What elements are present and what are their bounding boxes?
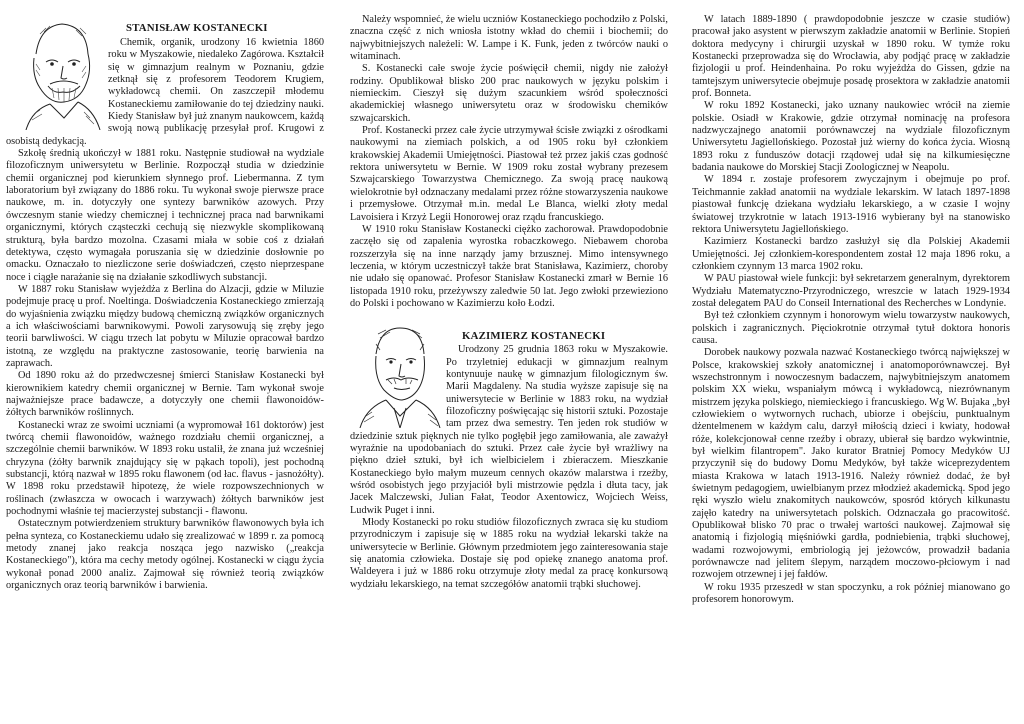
column-right bbox=[692, 14, 1010, 607]
paragraph: W roku 1935 przeszedł w stan spoczynku, a rok później mianowano go profesorem honorowym. bbox=[692, 581, 1010, 606]
paragraph: W 1910 roku Stanisław Kostanecki ciężko zachorował. Prawdopodobnie zaczęło się od zapalenia wyrostka robaczkowego. Niebawem choroba rozszerzyła się na inne narządy jamy brzusznej. Mimo intensywnego leczenia, w którym uczestniczył także brat Stanisława, Kazimierz, choroby nie udało się opanować. Profesor Stanisław Kostanecki zmarł w Bernie 16 listopada 1910 roku, przeżywszy zaledwie 50 lat. Jego zwłoki przewieziono do Polski i pochowano w Kazimierzu koło Łodzi. bbox=[350, 223, 668, 309]
paragraph: Szkołę średnią ukończył w 1881 roku. Następnie studiował na wydziale filozoficznym uniwersytetu w Berlinie. Rozpoczął studia w dziedzinie chemii organicznej pod kierunkiem słynnego prof. Liebermanna. Z tym laboratorium był związany do 1886 roku. Tu wykonał swoje pierwsze prace naukowe, m. in. dotyczyły one syntezy barwników azowych. Przy ówczesnym stanie wiedzy chemicznej i technicznej praca nad barwnikami organicznymi, których cząsteczki cechują się niezwykle skomplikowaną strukturą, była bardzo mozolna. Czasami miała w sobie coś z działań detektywa, często wymagała poruszania się w dziedzinie dosłownie po omacku. Oznaczało to niezliczone serie doświadczeń, często nieprzespane noce i ciągłe narażanie się na działanie szkodliwych substancji. bbox=[6, 148, 324, 283]
paragraph: S. Kostanecki całe swoje życie poświęcił chemii, nigdy nie założył rodziny. Opublikował blisko 200 prac naukowych w języku polskim i niemieckim. Cieszył się dużym szacunkiem wśród społeczności akademickiej własnego uniwersytetu oraz w środowisku chemików szwajcarskich. bbox=[350, 63, 668, 124]
column-middle bbox=[350, 14, 668, 591]
paragraph: Dorobek naukowy pozwala nazwać Kostaneckiego twórcą największej w Polsce, krakowskiej szkoły anatomicznej i anatomoporównawczej. Był wszechstronnym i nowoczesnym badaczem, najwybitniejszym anatomem polskim XX wieku, wspaniałym mówcą i wykładowcą, niezrównanym mistrzem języka polskiego, niemieckiego i francuskiego. Wg W. Bujaka „był człowiekiem o wytwornych ruchach, ubiorze i obejściu, punktualnym dżentelmenem w każdym calu, darzył miłością dzieci i kwiaty, hodował róże, kolekcjonował cenne rzeźby i obrazy, ubierał się bardzo wykwintnie, był wielkim filantropem". Jako kurator Bratniej Pomocy Medyków UJ przyczynił się do budowy Domu Medyków, był także wiceprezydentem miasta Krakowa w latach 1913-1916. Należy również dodać, że był świetnym pedagogiem, uwielbianym przez młodzież akademicką. Spod jego ręki wyszło wielu znakomitych naukowców, sposród których kilkunastu zajęło katedry na uniwersytetach polskich. Odznaczała go pracowitość. Opublikował blisko 70 prac o trwałej wartości naukowej. Zajmował się anatomią i fizjologią mięśniówki gardła, podniebienia, trąbki słuchowej, wadami rozwojowymi, embriologią jej jeżowców, prowadził badania porównawcze nad jelitem ślepym, narządem moczowo-płciowym i nad rozwojem otrzewnej i jej fałdów. bbox=[692, 347, 1010, 581]
paragraph: Od 1890 roku aż do przedwczesnej śmierci Stanisław Kostanecki był kierownikiem katedry chemii organicznej w Bernie. Tam wykonał swoje najważniejsze prace badawcze, a dotyczyły one chemii flawonoidów- żółtych barwników roślinnych. bbox=[6, 370, 324, 419]
article-title-kazimierz: KAZIMIERZ KOSTANECKI bbox=[462, 330, 606, 343]
paragraph: Kazimierz Kostanecki bardzo zasłużył się dla Polskiej Akademii Umiejętności. Jej członkiem-korespondentem został 12 maja 1896 roku, a członkiem czynnym 13 marca 1902 roku. bbox=[692, 236, 1010, 272]
paragraph: W latach 1889-1890 ( prawdopodobnie jeszcze w czasie studiów) pracował jako asystent w pierwszym zakładzie anatomii w Berlinie. Stopień doktora medycyny i chirurgii uzyskał w 1890 roku. W tymże roku Kostanecki przeprowadza się do Wrocławia, aby podjąć pracę w zakładzie fizjologii u prof. Heindenhaina. Po roku wyjeżdża do Gissen, gdzie na tamtejszym uniwersytecie obejmuje posadę prosektora w zakładzie anatomii prof. Bonneta. bbox=[692, 14, 1010, 100]
paragraph: Młody Kostanecki po roku studiów filozoficznych zwraca się ku studiom przyrodniczym i zapisuje się w 1885 roku na wydział lekarski także na uniwersytecie w Berlinie. Głównym przedmiotem jego zainteresowania staje się anatomia człowieka. Dostaje się pod opiekę znanego anatoma prof. Waldeyera i już w 1886 roku otrzymuje złoty medal za pracę konkursową wydziału lekarskiego, na temat szczegółów anatomii trąbki słuchowej. bbox=[350, 517, 668, 590]
paragraph: W 1887 roku Stanisław wyjeżdża z Berlina do Alzacji, gdzie w Miluzie podejmuje pracę u prof. Noeltinga. Doświadczenia Kostaneckiego zmierzają do wyjaśnienia związku między budową chemiczną związków organicznych a ich właściwościami barwnikowymi. Powoli zarysowują się zręby jego teorii barwliwości. W ciągu trzech lat pobytu w Miluzie opracował bardzo istotną, ze względu na praktyczne zastosowanie, teorię barwienia na zaprawach. bbox=[6, 283, 324, 369]
paragraph: W roku 1892 Kostanecki, jako uznany naukowiec wrócił na ziemie polskie. Osiadł w Krakowie, gdzie otrzymał nominację na profesora nadzwyczajnego anatomii porównawczej na wydziale filozoficznym Uniwersytetu Jagiellońskiego. Pozostał już wierny do końca życia. Wiosną 1893 roku z funduszów dotacji rządowej udał się na kilkumiesięczne badania naukowe do Morskiej Stacji Zoologicznej w Neapolu. bbox=[692, 100, 1010, 174]
paragraph: Prof. Kostanecki przez całe życie utrzymywał ścisłe związki z ośrodkami naukowymi na ziemiach polskich, a od 1905 roku był członkiem krakowskiej Akademii Umiejętności. Piastował też przez jakiś czas godność rektora uniwersytetu w Bernie. W 1909 roku został wybrany prezesem Szwajcarskiego Towarzystwa Chemicznego. Za swoją pracę naukową wielokrotnie był odznaczany medalami przez różne stowarzyszenia naukowe i przemysłowe. Otrzymał m.in. medal Le Blanca, wielki złoty medal Lavoisiera i Krzyż Legii Honorowej oraz rządu francuskiego. bbox=[350, 125, 668, 223]
paragraph: Należy wspomnieć, że wielu uczniów Kostaneckiego pochodziło z Polski, znaczna część z nich wniosła istotny wkład do chemii i biochemii; do najwybitniejszych należeli: W. Lampe i K. Funk, jeden z twórców nauki o witaminach. bbox=[350, 14, 668, 63]
paragraph: Chemik, organik, urodzony 16 kwietnia 1860 roku w Myszakowie, niedaleko Zagórowa. Kształcił się w gimnazjum realnym w Poznaniu, gdzie zetknął się z profesorem Teodorem Krugiem, wykładowcą chemii. On zaszczepił młodemu Kostaneckiemu zamiłowanie do tej dziedziny nauki. Kiedy Stanisław był już znanym naukowcem, każdą swoją nową publikację przesyłał prof. Krugowi z osobistą dedykacją. bbox=[6, 37, 324, 147]
paragraph: W 1894 r. zostaje profesorem zwyczajnym i obejmuje po prof. Teichmannie zakład anatomii na wydziale lekarskim. W latach 1897-1898 piastował funkcję dziekana wydziału lekarskiego, a w czasie I wojny światowej trzykrotnie w latach 1913-1916 wybierany był na stanowisko rektora Uniwersytetu Jagiellońskiego. bbox=[692, 174, 1010, 235]
paragraph: Urodzony 25 grudnia 1863 roku w Myszakowie. Po trzyletniej edukacji w gimnazjum realnym kontynuuje naukę w gimnazjum filologicznym św. Marii Magdaleny. Na studia wyższe zapisuje się na uniwersytecie w Berlinie w 1883 roku, na wydział filozoficzny poświęcając się historii sztuki. Pozostaje tam przez dwa semestry. Ten jeden rok studiów w dziedzinie sztuk pięknych nie tylko pogłębił jego zamiłowania, ale zaważył wyraźnie na upodobaniach do sztuki. Przez całe życie był wrażliwy na piękno dzieł sztuki, był ich wielbicielem i zbieraczem. Mieszkanie Kostaneckiego było małym muzeum cennych okazów malarstwa i rzeźby, wśród osobistych jego przyjaciół byli mistrzowie pędzla i dłuta tacy, jak Jacek Malczewski, Julian Fałat, Teodor Axentowicz, Wojciech Weiss, Ludwik Puget i inni. bbox=[350, 344, 668, 516]
paragraph: Kostanecki wraz ze swoimi uczniami (a wypromował 161 doktorów) jest twórcą chemii flawonoidów, ważnego rozdziału chemii organicznej, a szczególnie chemii barwników. W 1893 roku ustalił, że znana już wcześniej chryzyna (żółty barwnik znajdujący się w pąkach topoli), jest pochodną substancji, którą nazwał w 1895 roku flawonem (od łac. flavus - jasnożółty). W 1898 roku przedstawił hipotezę, że wiele rozpowszechnionych w roślinach (zwłaszcza w owocach i warzywach) żółtych barwników jest pochodnymi właśnie tej macierzystej substancji - flawonu. bbox=[6, 419, 324, 518]
portrait-kazimierz-kostanecki bbox=[350, 320, 442, 428]
column-left bbox=[6, 14, 324, 592]
portrait-stanislaw-kostanecki bbox=[6, 14, 102, 130]
article-title-stanislaw: STANISŁAW KOSTANECKI bbox=[126, 22, 268, 34]
paragraph: W PAU piastował wiele funkcji: był sekretarzem generalnym, dyrektorem Wydziału Matematyczno-Przyrodniczego, wreszcie w latach 1929-1934 został delegatem PAU do Conseil International des Recherches w Londynie. bbox=[692, 273, 1010, 309]
paragraph: Był też członkiem czynnym i honorowym wielu towarzystw naukowych, polskich i zagranicznych. Pięciokrotnie otrzymał tytuł doktora honoris causa. bbox=[692, 310, 1010, 346]
paragraph: Ostatecznym potwierdzeniem struktury barwników flawonowych była ich pełna synteza, co Kostaneckiemu udało się zrealizować w 1899 r. za pomocą metody znanej jako reakcja nosząca jego nazwisko („reakcja Kostaneckiego"), która ma cechy metody ogólnej. Kostanecki w ciągu życia wykonał ponad 2000 analiz. Zajmował się również teorią związków organicznych oraz teorią barwników i barwienia. bbox=[6, 518, 324, 592]
